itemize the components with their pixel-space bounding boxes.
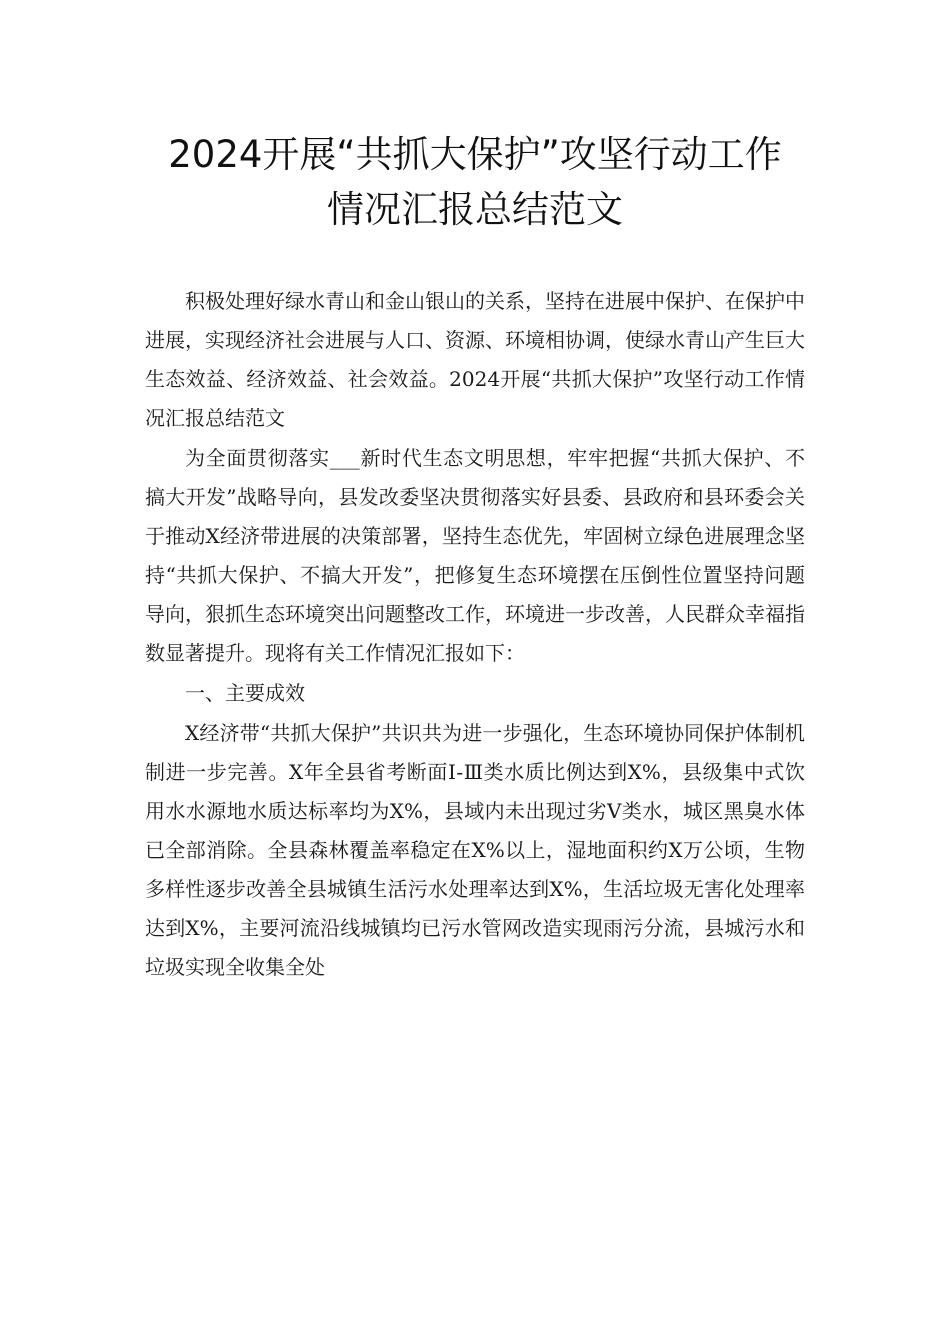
document-body (145, 282, 805, 988)
paragraph-results: X经济带“共抓大保护”共识共为进一步强化，生态环境协同保护体制机制进一步完善。X年全县省考断面Ⅰ-Ⅲ类水质比例达到X%，县级集中式饮用水水源地水质达标率均为X%，县域内未出现过劣Ⅴ类水，城区黑臭水体已全部消除。全县森林覆盖率稳定在X%以上，湿地面积约X万公顷，生物多样性逐步改善全县城镇生活污水处理率达到X%，生活垃圾无害化处理率达到X%，主要河流沿线城镇均已污水管网改造实现雨污分流，县城污水和垃圾实现全收集全处 (145, 721, 805, 979)
document-title (0, 127, 950, 237)
section-heading-main-results: 一、主要成效 (185, 681, 305, 705)
title-line-1: 2024开展“共抓大保护”攻坚行动工作 (168, 133, 782, 176)
title-line-2: 情况汇报总结范文 (327, 188, 623, 231)
paragraph-background: 为全面贯彻落实___新时代生态文明思想，牢牢把握“共抓大保护、不搞大开发”战略导向，县发改委坚决贯彻落实好县委、县政府和县环委会关于推动X经济带进展的决策部署，坚持生态优先，牢固树立绿色进展理念坚持“共抓大保护、不搞大开发”，把修复生态环境摆在压倒性位置坚持问题导向，狠抓生态环境突出问题整改工作，环境进一步改善，人民群众幸福指数显著提升。现将有关工作情况汇报如下： (145, 446, 805, 665)
paragraph-intro: 积极处理好绿水青山和金山银山的关系，坚持在进展中保护、在保护中进展，实现经济社会进展与人口、资源、环境相协调，使绿水青山产生巨大生态效益、经济效益、社会效益。2024开展“共抓大保护”攻坚行动工作情况汇报总结范文 (145, 289, 805, 430)
